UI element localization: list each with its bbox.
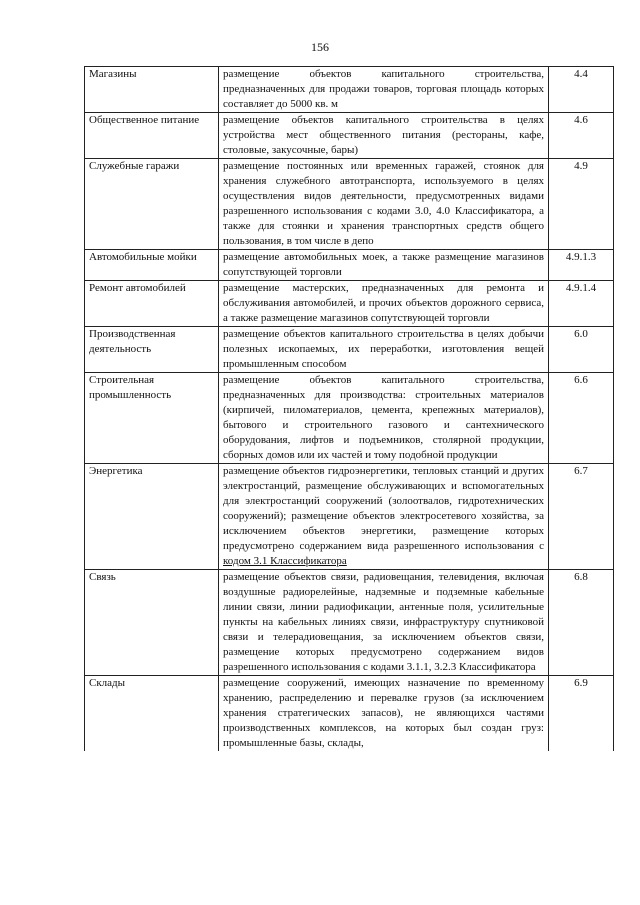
use-type-description: размещение объектов связи, радиовещания, телевидения, включая воздушные радиорелейные, надземные и подземные кабельные линии связи, линии радиофикации, антенные поля, усилительные пункты на кабельных линиях связи, инфраструктуру спутниковой связи и телерадиовещания, за исключением объектов связи, размещение которых предусмотрено содержанием видов разрешенного использования с кодами 3.1.1, 3.2.3 Классификатора	[219, 570, 549, 676]
description-text: размещение объектов гидроэнергетики, тепловых станций и других электростанций, размещение обслуживающих и вспомогательных для электростанций сооружений (золоотвалов, гидротехнических сооружений); размещение объектов электросетевого хозяйства, за исключением объектов энергетики, размещение которых предусмотрено содержанием вида разрешенного использования с	[223, 465, 544, 552]
use-type-code: 4.9.1.3	[549, 250, 614, 281]
use-type-description: размещение автомобильных моек, а также размещение магазинов сопутствующей торговли	[219, 250, 549, 281]
use-type-description: размещение объектов капитального строительства, предназначенных для производства: строительных материалов (кирпичей, пиломатериалов, цемента, крепежных материалов), бытового и строительного газового и сантехнического оборудования, лифтов и подъемников, столярной продукции, сборных домов или их частей и тому подобной продукции	[219, 373, 549, 464]
use-type-name: Связь	[85, 570, 219, 676]
use-type-code: 6.8	[549, 570, 614, 676]
table-row	[85, 67, 614, 113]
table-row	[85, 676, 614, 752]
use-type-code: 4.9	[549, 159, 614, 250]
use-type-name: Энергетика	[85, 464, 219, 570]
table-row	[85, 464, 614, 570]
table-row	[85, 250, 614, 281]
use-type-description: размещение сооружений, имеющих назначение по временному хранению, распределению и перевалке грузов (за исключением хранения стратегических запасов), не являющихся частями производственных комплексов, на которых был создан груз: промышленные базы, склады,	[219, 676, 549, 752]
use-type-code: 4.9.1.4	[549, 281, 614, 327]
use-type-name: Автомобильные мойки	[85, 250, 219, 281]
use-type-name: Магазины	[85, 67, 219, 113]
use-type-name: Ремонт автомобилей	[85, 281, 219, 327]
use-type-description: размещение постоянных или временных гаражей, стоянок для хранения служебного автотранспорта, используемого в целях осуществления видов деятельности, предусмотренных видами разрешенного использования с кодами 3.0, 4.0 Классификатора, а также для стоянки и хранения транспортных средств общего пользования, в том числе в депо	[219, 159, 549, 250]
use-type-code: 4.6	[549, 113, 614, 159]
use-type-description	[219, 464, 549, 570]
table-row	[85, 159, 614, 250]
page-number: 156	[311, 40, 329, 54]
use-type-name: Склады	[85, 676, 219, 752]
use-type-code: 6.6	[549, 373, 614, 464]
use-type-code: 6.7	[549, 464, 614, 570]
table-row	[85, 373, 614, 464]
use-type-name: Строительная промышленность	[85, 373, 219, 464]
table-row	[85, 281, 614, 327]
use-type-description: размещение мастерских, предназначенных для ремонта и обслуживания автомобилей, и прочих объектов дорожного сервиса, а также размещение магазинов сопутствующей торговли	[219, 281, 549, 327]
table-row	[85, 113, 614, 159]
use-type-code: 4.4	[549, 67, 614, 113]
use-type-code: 6.0	[549, 327, 614, 373]
table-row	[85, 570, 614, 676]
use-type-name: Служебные гаражи	[85, 159, 219, 250]
classifier-reference-link[interactable]: кодом 3.1 Классификатора	[223, 555, 347, 567]
use-type-description: размещение объектов капитального строительства, предназначенных для продажи товаров, торговая площадь которых составляет до 5000 кв. м	[219, 67, 549, 113]
use-type-description: размещение объектов капитального строительства в целях устройства мест общественного питания (рестораны, кафе, столовые, закусочные, бары)	[219, 113, 549, 159]
use-type-name: Общественное питание	[85, 113, 219, 159]
land-use-table	[84, 66, 614, 751]
table-row	[85, 327, 614, 373]
use-type-name: Производственная деятельность	[85, 327, 219, 373]
use-type-code: 6.9	[549, 676, 614, 752]
use-type-description: размещение объектов капитального строительства в целях добычи полезных ископаемых, их переработки, изготовления вещей промышленным способом	[219, 327, 549, 373]
